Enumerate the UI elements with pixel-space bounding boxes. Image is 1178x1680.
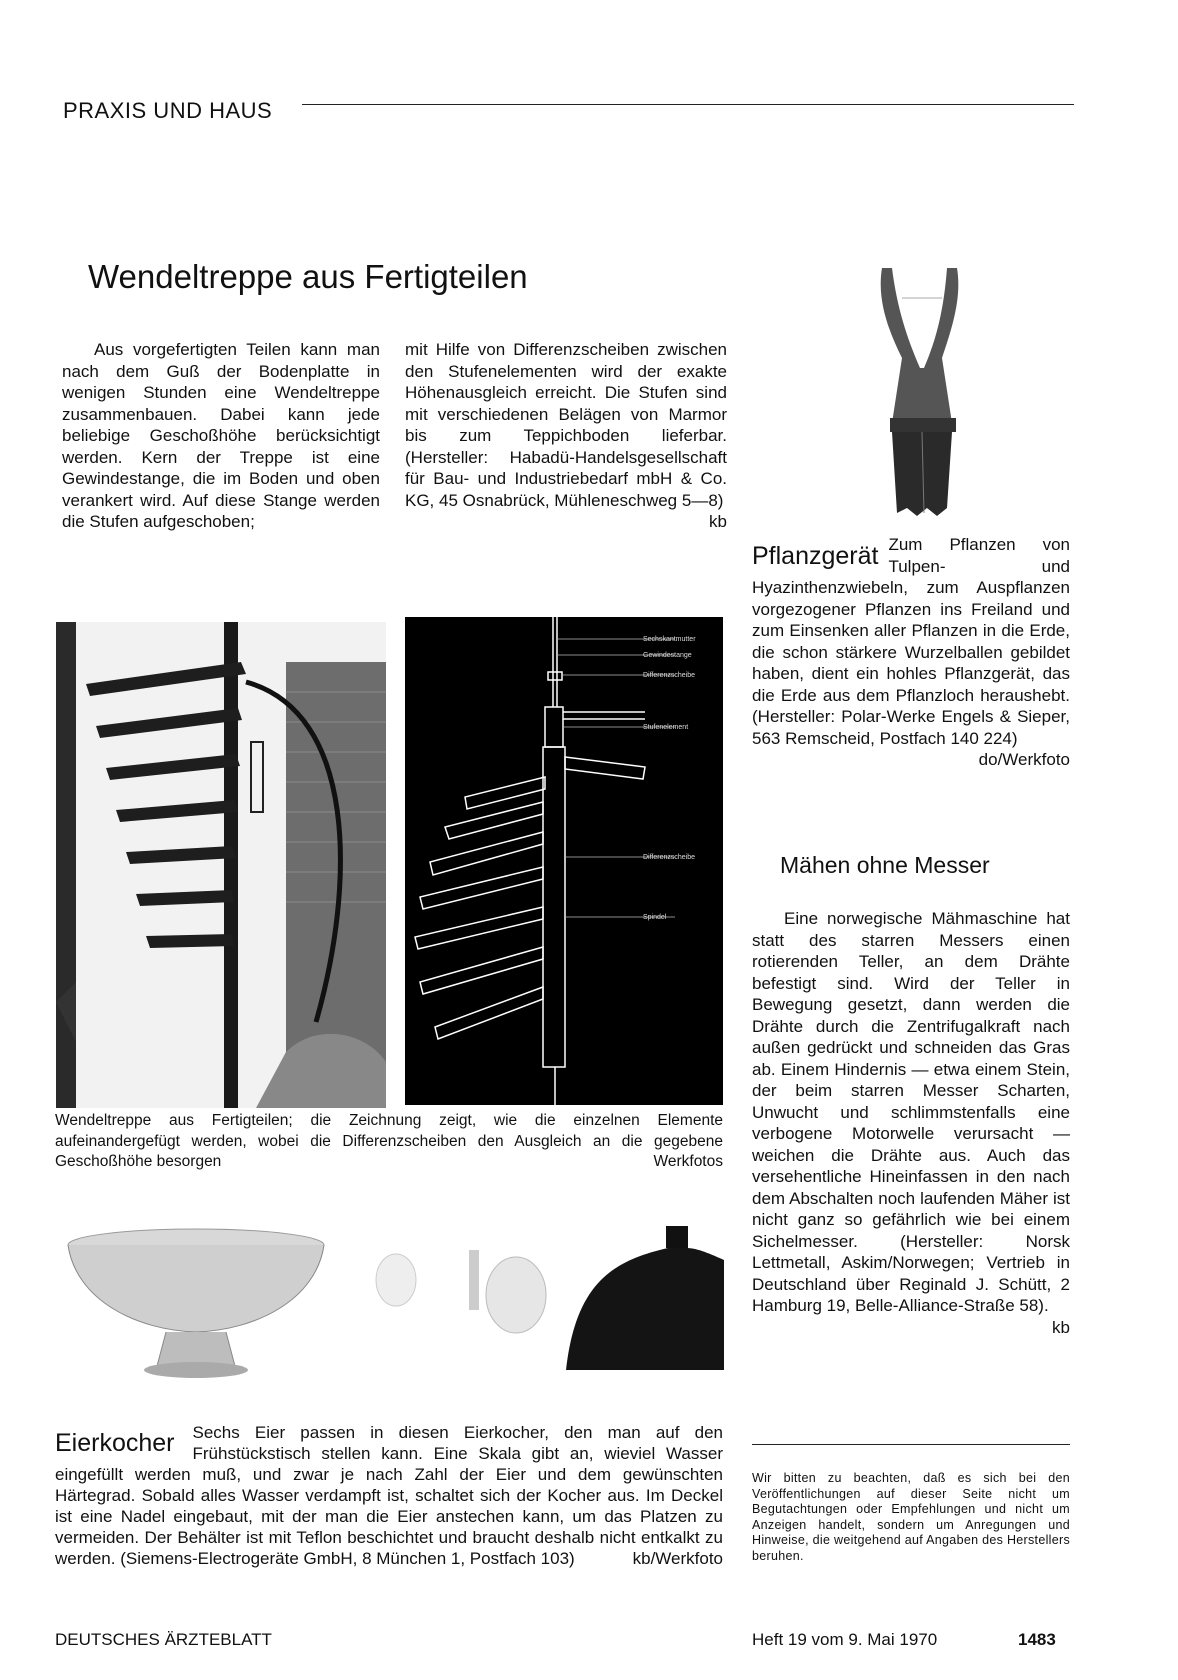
page-number: 1483 (1018, 1630, 1056, 1649)
mower-text-block (752, 908, 1070, 1338)
article-column-2-text: mit Hilfe von Differenzscheiben zwischen den Stufenelementen wird der exakte Höhenausgleich erreicht. Die Stufen sind mit verschiedenen Belägen von Marmor bis zum Teppichboden lieferbar. (Hersteller: Habadü-Handelsgesellschaft für Bau- und Industriebedarf mbH & Co. KG, 45 Osnabrück, Mühleneschweg 5—8) (405, 340, 727, 510)
issue-info: Heft 19 vom 9. Mai 1970 (752, 1630, 938, 1649)
staircase-photo (56, 622, 386, 1108)
egg-cooker-lead: Sechs Eier passen in diesen Eierkocher, den man auf den Frühstückstisch stellen kann. (192, 1423, 723, 1463)
mower-text: Eine norwegische Mähmaschine hat statt des starren Messers einen rotierenden Teller, an dem Drähte befestigt sind. Wird der Teller in Bewegung gesetzt, dann werden die Drähte durch die Zentrifugalkraft nach außen gedrückt und schneiden das Gras ab. Einem Hindernis — etwa einem Stein, der beim starren Messer Scharten, Unwucht und schlimmstenfalls eine verbogene Motorwelle verursacht — weichen die Drähte aus. Auch das versehentliche Hineinfassen in den nach dem Abschalten noch laufenden Mäher ist nicht ganz so gefährlich wie bei einem Sichelmesser. (Hersteller: Norsk Lettmetall, Askim/Norwegen; Vertrieb in Deutschland über Reginald J. Schütt, 2 Hamburg 19, Belle-Alliance-Straße 58). (752, 909, 1070, 1315)
diagram-label: Spindel (643, 914, 667, 921)
diagram-label: Stufenelement (643, 724, 689, 731)
article-signature: kb (709, 512, 727, 531)
section-label: PRAXIS UND HAUS (63, 98, 273, 123)
header-rule (302, 104, 1074, 105)
planting-tool-description: Zum Pflanzen von Tulpen- und Hyazinthenzwiebeln, zum Auspflanzen vorgezogener Pflanzen ins Freiland und zum Einsenken aller Pflanzen in die Erde, die schon stärkere Wurzelballen gebildet haben, dient ein hohles Pflanzgerät, das die Erde aus dem Pflanzloch heraushebt. (Hersteller: Polar-Werke Engels & Sieper, 563 Remscheid, Postfach 140 224) (752, 535, 1070, 748)
staircase-caption (55, 1111, 723, 1173)
diagram-label: Differenzscheibe (643, 854, 696, 861)
disclaimer-note: Wir bitten zu beachten, daß es sich bei den Veröffentlichungen auf dieser Seite nicht um Begutachtungen oder Empfehlungen und nicht um Anzeigen handelt, sondern um Anregungen und Hinweise, die weitgehend auf Angaben des Herstellers beruhen. (752, 1471, 1070, 1563)
diagram-drawing (405, 617, 723, 1105)
journal-name: DEUTSCHES ÄRZTEBLATT (55, 1630, 272, 1649)
egg-cooker-block (55, 1422, 723, 1569)
planting-tool-text (752, 534, 1070, 769)
egg-cooker-title: Eierkocher (55, 1429, 175, 1457)
article-column-2 (405, 339, 727, 533)
caption-credit: Werkfotos (653, 1153, 723, 1170)
planting-tool-credit: do/Werkfoto (978, 750, 1070, 769)
diagram-label: Differenzscheibe (643, 672, 696, 679)
caption-text: Wendeltreppe aus Fertigteilen; die Zeichnung zeigt, wie die einzelnen Elemente aufeinandergefügt werden, wobei die Differenzscheiben den Ausgleich an die gegebene Geschoßhöhe besorgen (55, 1112, 723, 1170)
egg-cooker-text: Eine Skala gibt an, wieviel Wasser eingefüllt werden muß, und zwar je nach Zahl der Eier und dem gewünschten Härtegrad. Sobald alles Wasser verdampft ist, schaltet sich der Kocher aus. Im Deckel ist eine Nadel eingebaut, mit der man die Eier anstechen kann, um das Platzen zu vermeiden. Der Behälter ist mit Teflon beschichtet und braucht deshalb nicht entkalkt zu werden. (Siemens-Electrogeräte GmbH, 8 München 1, Postfach 103) (55, 1444, 723, 1568)
planting-tool-block (752, 534, 1070, 771)
mower-signature: kb (1052, 1317, 1070, 1337)
diagram-label: Gewindestange (643, 652, 692, 659)
article-title: Wendeltreppe aus Fertigteilen (88, 258, 528, 295)
article-column-1: Aus vorgefertigten Teilen kann man nach dem Guß der Bodenplatte in wenigen Stunden eine Wendeltreppe zusammenbauen. Dabei kann jede beliebige Geschoßhöhe berücksichtigt werden. Kern der Treppe ist eine Gewindestange, die im Boden und oben verankert wird. Auf diese Stange werden die Stufen aufgeschoben; (62, 340, 380, 531)
staircase-diagram (405, 617, 723, 1105)
mower-title: Mähen ohne Messer (780, 852, 990, 878)
note-rule (752, 1444, 1070, 1445)
diagram-label: Sechskantmutter (643, 636, 696, 643)
planting-tool-title: Pflanzgerät (752, 542, 879, 570)
planting-tool-photo (752, 258, 1068, 530)
egg-cooker-photo (56, 1220, 724, 1390)
egg-cooker-credit: kb/Werkfoto (632, 1549, 723, 1568)
